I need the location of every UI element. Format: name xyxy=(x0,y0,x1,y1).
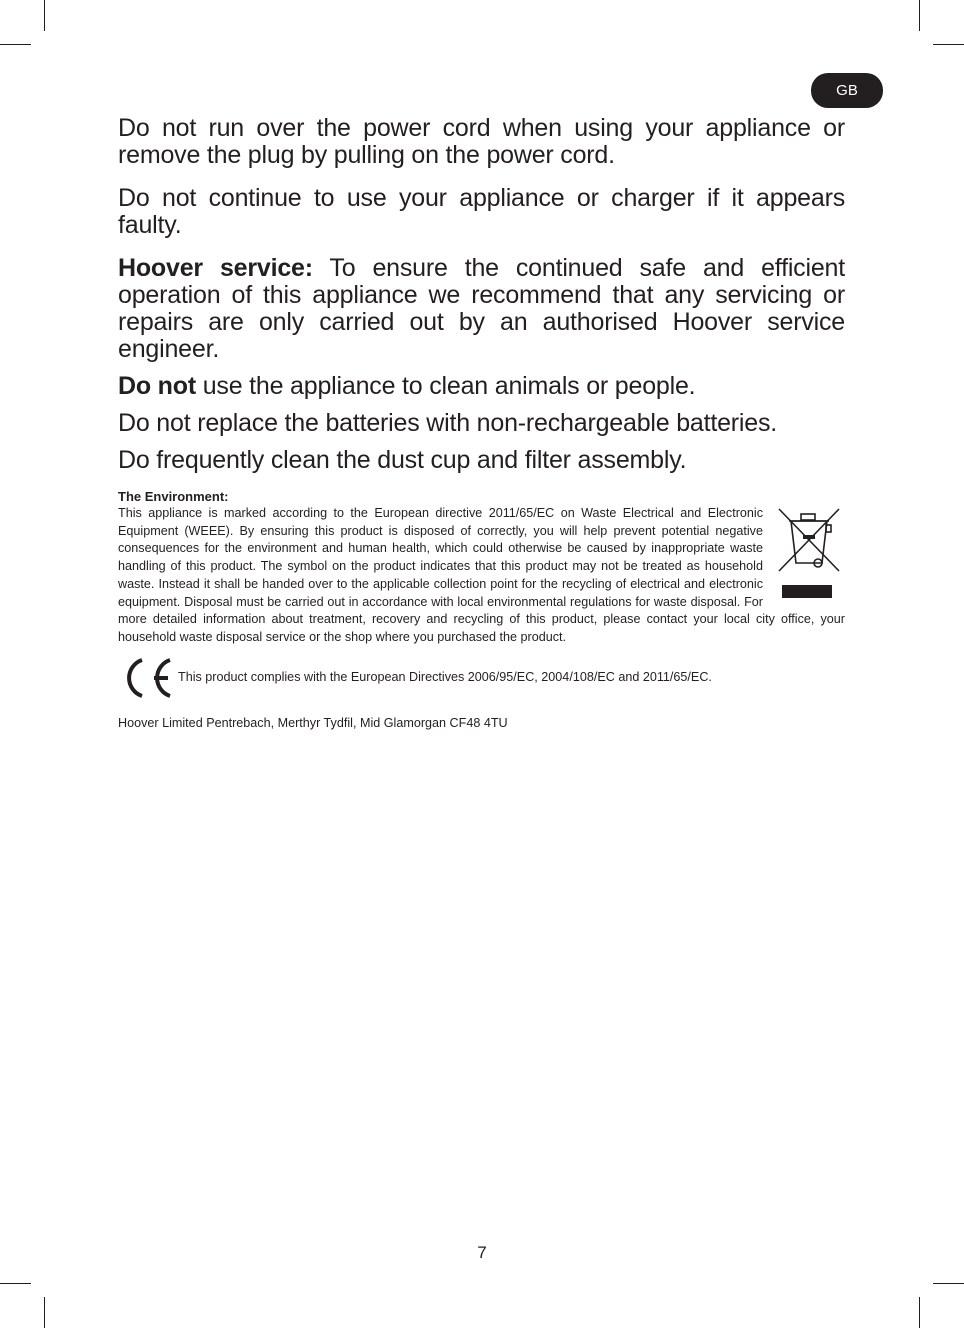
warning-power-cord: Do not run over the power cord when using your appliance or remove the plug by pulling on the power cord. xyxy=(118,114,845,169)
warning-animals-text: use the appliance to clean animals or people. xyxy=(195,372,696,400)
warning-batteries: Do not replace the batteries with non-rechargeable batteries. xyxy=(118,409,778,437)
compliance-text: This product complies with the European Directives 2006/95/EC, 2004/108/EC and 2011/65/EC. xyxy=(178,670,712,685)
hoover-service xyxy=(118,255,845,363)
hoover-service-text: To ensure the continued safe and efficient operation of this appliance we recommend that any servicing or repairs are only carried out by an authorised Hoover service engineer. xyxy=(118,254,845,363)
page-content xyxy=(118,115,845,732)
language-badge: GB xyxy=(811,73,883,108)
crop-mark xyxy=(933,1283,964,1284)
environment-section xyxy=(118,505,845,647)
page-number: 7 xyxy=(477,1243,487,1262)
crop-mark xyxy=(44,0,45,31)
manufacturer-address: Hoover Limited Pentrebach, Merthyr Tydfil, Mid Glamorgan CF48 4TU xyxy=(118,715,508,730)
warning-faulty: Do not continue to use your appliance or charger if it appears faulty. xyxy=(118,184,845,239)
crop-mark xyxy=(933,44,964,45)
crop-mark xyxy=(0,44,31,45)
weee-bin-icon xyxy=(773,505,845,611)
environment-text: This appliance is marked according to the European directive 2011/65/EC on Waste Electrical and Electronic Equipment (WEEE). By ensuring this product is disposed of correctly, you will help prevent potential negative consequences for the environment and human health, which could otherwise be caused by inappropriate waste handling of this product. The symbol on the product indicates that this product may not be treated as household waste. Instead it shall be handed over to the applicable collection point for the recycling of electrical and electronic equipment. Disposal must be carried out in accordance with local environmental regulations for waste disposal. For more detailed information about treatment, recovery and recycling of this product, please contact your local city office, your household waste disposal service or the shop where you purchased the product. xyxy=(118,506,845,644)
ce-mark-icon xyxy=(118,655,178,701)
crop-mark xyxy=(919,0,920,31)
environment-title: The Environment: xyxy=(118,489,229,504)
crop-mark xyxy=(44,1297,45,1328)
hoover-service-heading: Hoover service: xyxy=(118,254,313,282)
crop-mark xyxy=(0,1283,31,1284)
crop-mark xyxy=(919,1297,920,1328)
warning-animals xyxy=(118,373,845,400)
advice-clean: Do frequently clean the dust cup and filter assembly. xyxy=(118,446,687,474)
do-not-bold: Do not xyxy=(118,372,196,400)
ce-compliance xyxy=(118,655,845,701)
